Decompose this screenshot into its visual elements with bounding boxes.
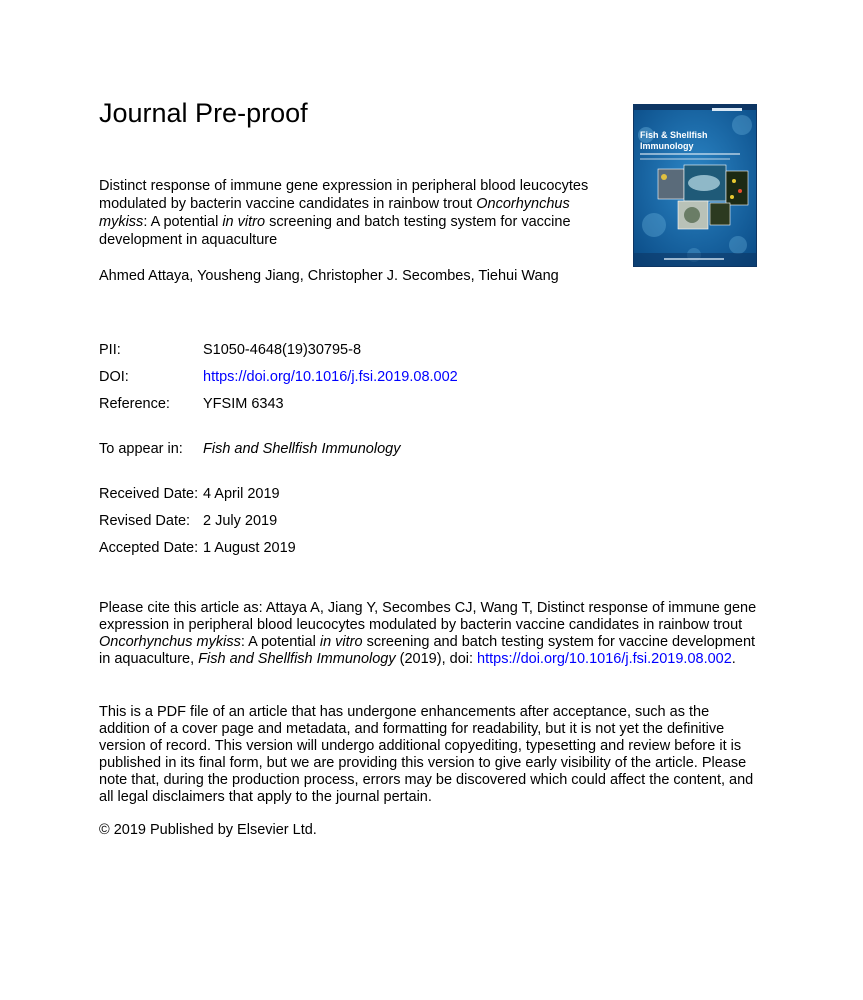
journal-pre-proof-heading: Journal Pre-proof [99,98,308,128]
to-appear-label: To appear in: [99,441,183,457]
revised-date-value: 2 July 2019 [203,513,278,529]
doi-link[interactable]: https://doi.org/10.1016/j.fsi.2019.08.002 [203,369,458,385]
accepted-date-label: Accepted Date: [99,540,199,556]
received-date-value: 4 April 2019 [203,486,280,502]
accepted-date-value: 1 August 2019 [203,540,296,556]
to-appear-journal: Fish and Shellfish Immunology [203,441,401,457]
cover-journal-title-line1: Fish & Shellfish [640,130,708,140]
accepted-date-row [99,540,296,556]
pii-value: S1050-4648(19)30795-8 [203,342,362,358]
reference-row [99,396,284,412]
journal-cover-image [633,104,757,267]
received-date-label: Received Date: [99,486,199,502]
article-authors: Ahmed Attaya, Yousheng Jiang, Christopher J. Secombes, Tiehui Wang [99,268,559,284]
doi-row [99,369,458,385]
pii-row [99,342,361,358]
pii-label: PII: [99,342,121,358]
received-date-row [99,486,280,502]
copyright-notice: © 2019 Published by Elsevier Ltd. [99,822,317,838]
cover-journal-title-line2: Immunology [640,141,694,151]
reference-label: Reference: [99,396,170,412]
citation-paragraph: Please cite this article as: Attaya A, Jiang Y, Secombes CJ, Wang T, Distinct response of immune gene expression in peripheral blood leucocytes modulated by bacterin vaccine candidates in rainbow trout Oncorhynchus mykiss: A potential in vitro screening and batch testing system for vaccine development in aquaculture, Fish and Shellfish Immunology (2019), doi: https://doi.org/10.1016/j.fsi.2019.08.002. [99,600,757,667]
article-title: Distinct response of immune gene expression in peripheral blood leucocytes modulated by bacterin vaccine candidates in rainbow trout Oncorhynchus mykiss: A potential in vitro screening and batch testing system for vaccine development in aquaculture [99,178,589,248]
revised-date-row [99,513,277,529]
reference-value: YFSIM 6343 [203,396,284,412]
revised-date-label: Revised Date: [99,513,191,529]
doi-label: DOI: [99,369,129,385]
citation-doi-link[interactable]: https://doi.org/10.1016/j.fsi.2019.08.002 [477,651,732,667]
disclaimer-paragraph: This is a PDF file of an article that has undergone enhancements after acceptance, such as the addition of a cover page and metadata, and formatting for readability, but it is not yet the definitive version of record. This version will undergo additional copyediting, typesetting and review before it is published in its final form, but we are providing this version to give early visibility of the article. Please note that, during the production process, errors may be discovered which could affect the content, and all legal disclaimers that apply to the journal pertain. [99,704,754,805]
to-appear-row [99,441,400,457]
